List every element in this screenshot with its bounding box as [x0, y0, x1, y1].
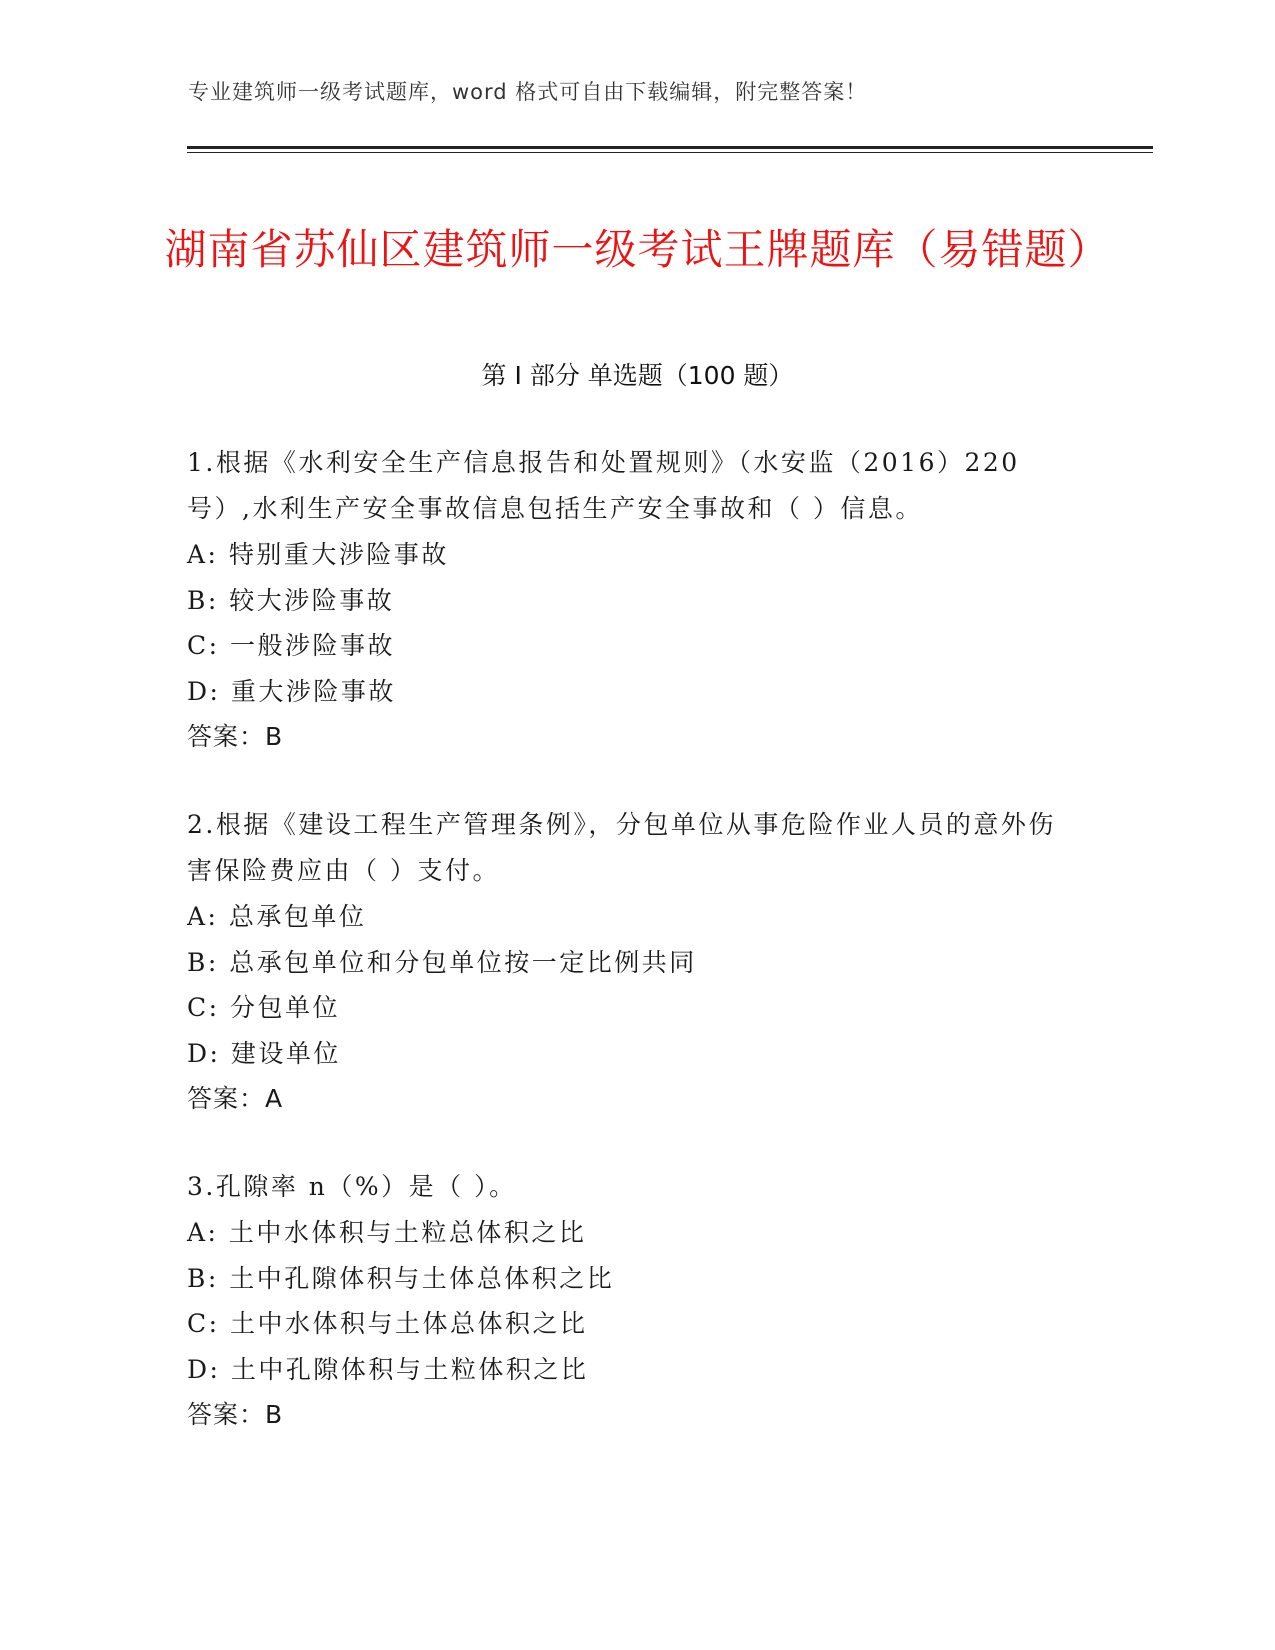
answer: 答案：B [187, 722, 284, 751]
question-2 [187, 802, 1067, 1122]
option-a: A: 特别重大涉险事故 [187, 540, 449, 569]
option-a: A: 土中水体积与土粒总体积之比 [187, 1218, 587, 1247]
option-b: B: 土中孔隙体积与土体总体积之比 [187, 1263, 615, 1293]
question-stem: 2.根据《建设工程生产管理条例》，分包单位从事危险作业人员的意外伤害保险费应由（ ）支付。 [187, 810, 1056, 885]
header-rule-thick [187, 146, 1153, 149]
question-stem: 1.根据《水利安全生产信息报告和处置规则》（水安监（2016）220号）,水利生产安全事故信息包括生产安全事故和（ ）信息。 [187, 448, 1020, 523]
answer: 答案：A [187, 1084, 284, 1113]
question-1 [187, 440, 1067, 760]
option-b: B: 较大涉险事故 [187, 585, 395, 615]
option-b: B: 总承包单位和分包单位按一定比例共同 [187, 947, 697, 977]
option-d: D: 重大涉险事故 [187, 676, 396, 706]
option-c: C: 一般涉险事故 [187, 631, 395, 660]
question-list [187, 440, 1067, 1480]
header-rule-thin [187, 152, 1153, 153]
option-c: C: 分包单位 [187, 993, 340, 1022]
option-d: D: 建设单位 [187, 1038, 341, 1068]
question-stem: 3.孔隙率 n（%）是（ ）。 [187, 1172, 517, 1201]
section-heading: 第 I 部分 单选题（100 题） [481, 361, 794, 390]
option-d: D: 土中孔隙体积与土粒体积之比 [187, 1354, 589, 1384]
answer: 答案：B [187, 1400, 284, 1429]
document-title: 湖南省苏仙区建筑师一级考试王牌题库（易错题） [164, 225, 1111, 275]
option-c: C: 土中水体积与土体总体积之比 [187, 1309, 588, 1338]
header-note: 专业建筑师一级考试题库，word 格式可自由下载编辑，附完整答案！ [188, 80, 868, 104]
question-3 [187, 1164, 1067, 1438]
option-a: A: 总承包单位 [187, 902, 367, 931]
